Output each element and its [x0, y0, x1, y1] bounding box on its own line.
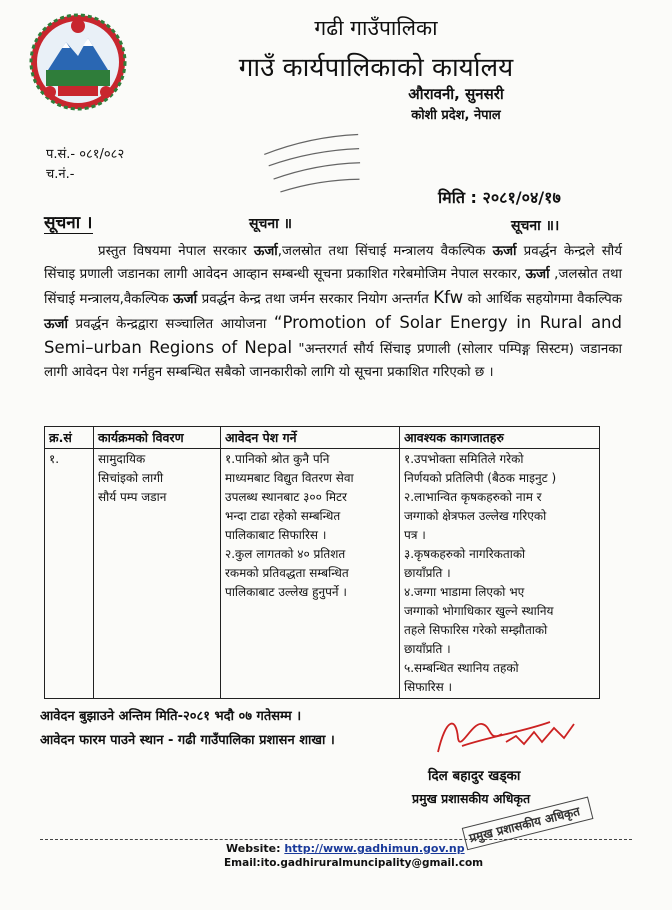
footer-website: Website: http://www.gadhimun.gov.np [226, 842, 465, 855]
officer-name: दिल बहादुर खड्का [428, 768, 521, 784]
notice-date: मिति : २०८१/०४/१७ [438, 188, 561, 207]
col-header-documents: आवश्यक कागजातहरु [400, 427, 600, 449]
header-line-location: औरावनी, सुनसरी [408, 85, 504, 103]
notice-body: प्रस्तुत विषयमा नेपाल सरकार ऊर्जा,जलस्रोत तथा सिंचाई मन्त्रालय वैकल्पिक ऊर्जा प्रवर्द्धन केन्द्रले सौर्य सिंचाइ प्रणाली जडानका लागी आवेदन आव्हान सम्बन्धी सूचना प्रकाशित गरेबमोजिम नेपाल सरकार, ऊर्जा ,जलस्रोत तथा सिंचाई मन्त्रालय,वैकल्पिक ऊर्जा प्रवर्द्धन केन्द्र तथा जर्मन सरकार नियोग अन्तर्गत Kfw को आर्थिक सहयोगमा वैकल्पिक ऊर्जा प्रवर्द्धन केन्द्रद्वारा सञ्चालित आयोजना “Promotion of Solar Energy in Rural and Semi–urban Regions of Nepal "अन्तरगर्त सौर्य सिंचाइ प्रणाली (सोलार पम्पिङ्ग सिस्टम) जडानका लागी आवेदन पेश गर्नहुन सम्बन्धित सबैको जानकारीको लागि यो सूचना प्रकाशित गरिएको छ । [44, 244, 623, 380]
footer-divider [40, 839, 632, 840]
reference-number: प.सं.- ०८१/०८२ [46, 147, 125, 162]
office-seal-stamp-icon [257, 125, 376, 208]
col-header-applicant: आवेदन पेश गर्ने [221, 427, 400, 449]
header-line-municipality: गढी गाउँपालिका [314, 16, 438, 40]
col-header-program: कार्यक्रमको विवरण [94, 427, 221, 449]
notice-heading-1: सूचना । [44, 210, 93, 234]
cell-sn: १. [45, 449, 94, 699]
website-link[interactable]: http://www.gadhimun.gov.np [284, 842, 465, 855]
footer-email[interactable]: Email:ito.gadhiruralmuncipality@gmail.com [224, 857, 484, 869]
col-header-sn: क्र.सं [45, 427, 94, 449]
dispatch-number: च.नं.- [46, 167, 75, 182]
deadline-text: आवेदन बुझाउने अन्तिम मिति-२०८१ भदौ ०७ गतेसम्म । [40, 709, 302, 724]
notice-heading-3: सूचना ॥। [511, 218, 560, 234]
requirements-table [44, 426, 600, 699]
cell-applicant: १.पानिको श्रोत कुनै पनि माध्यमबाट विद्युत वितरण सेवा उपलब्ध स्थानबाट ३०० मिटर भन्दा टाढा रहेको सम्बन्धित पालिकाबाट सिफारिस । २.कुल लागतको ४० प्रतिशत रकमको प्रतिवद्धता सम्बन्धित पालिकाबाट उल्लेख हुनुपर्ने । [221, 449, 400, 699]
header-line-office: गाउँ कार्यपालिकाको कार्यालय [238, 53, 514, 83]
officer-title: प्रमुख प्रशासकीय अधिकृत [412, 791, 531, 806]
header-line-province: कोशी प्रदेश, नेपाल [411, 108, 501, 123]
table-row [45, 449, 600, 699]
notice-heading-2: सूचना ॥ [249, 216, 293, 232]
form-place-text: आवेदन फारम पाउने स्थान - गढी गाउँपालिका प्रशासन शाखा । [40, 733, 335, 748]
officer-stamp [455, 771, 598, 870]
cell-program: सामुदायिक सिचांइको लागी सौर्य पम्प जडान [94, 449, 221, 699]
table-header-row [45, 427, 600, 449]
officer-stamp-text: प्रमुख प्रशासकीय अधिकृत [462, 797, 594, 851]
kfw-label: Kfw [433, 288, 464, 307]
cell-documents: १.उपभोक्ता समितिले गरेको निर्णयको प्रतिलिपी (बैठक माइनुट ) २.लाभान्वित कृषकहरुको नाम र जग्गाको क्षेत्रफल उल्लेख गरिएको पत्र । ३.कृषकहरुको नागरिकताको छायाँप्रति । ४.जग्गा भाडामा लिएको भए जग्गाको भोगाधिकार खुल्ने स्थानिय तहले सिफारिस गरेको सम्झौताको छायाँप्रति । ५.सम्बन्धित स्थानिय तहको सिफारिस । [400, 449, 600, 699]
handwritten-signature-icon [432, 712, 582, 758]
project-name: “Promotion of Solar Energy in Rural and Semi–urban Regions of Nepal [44, 313, 622, 357]
